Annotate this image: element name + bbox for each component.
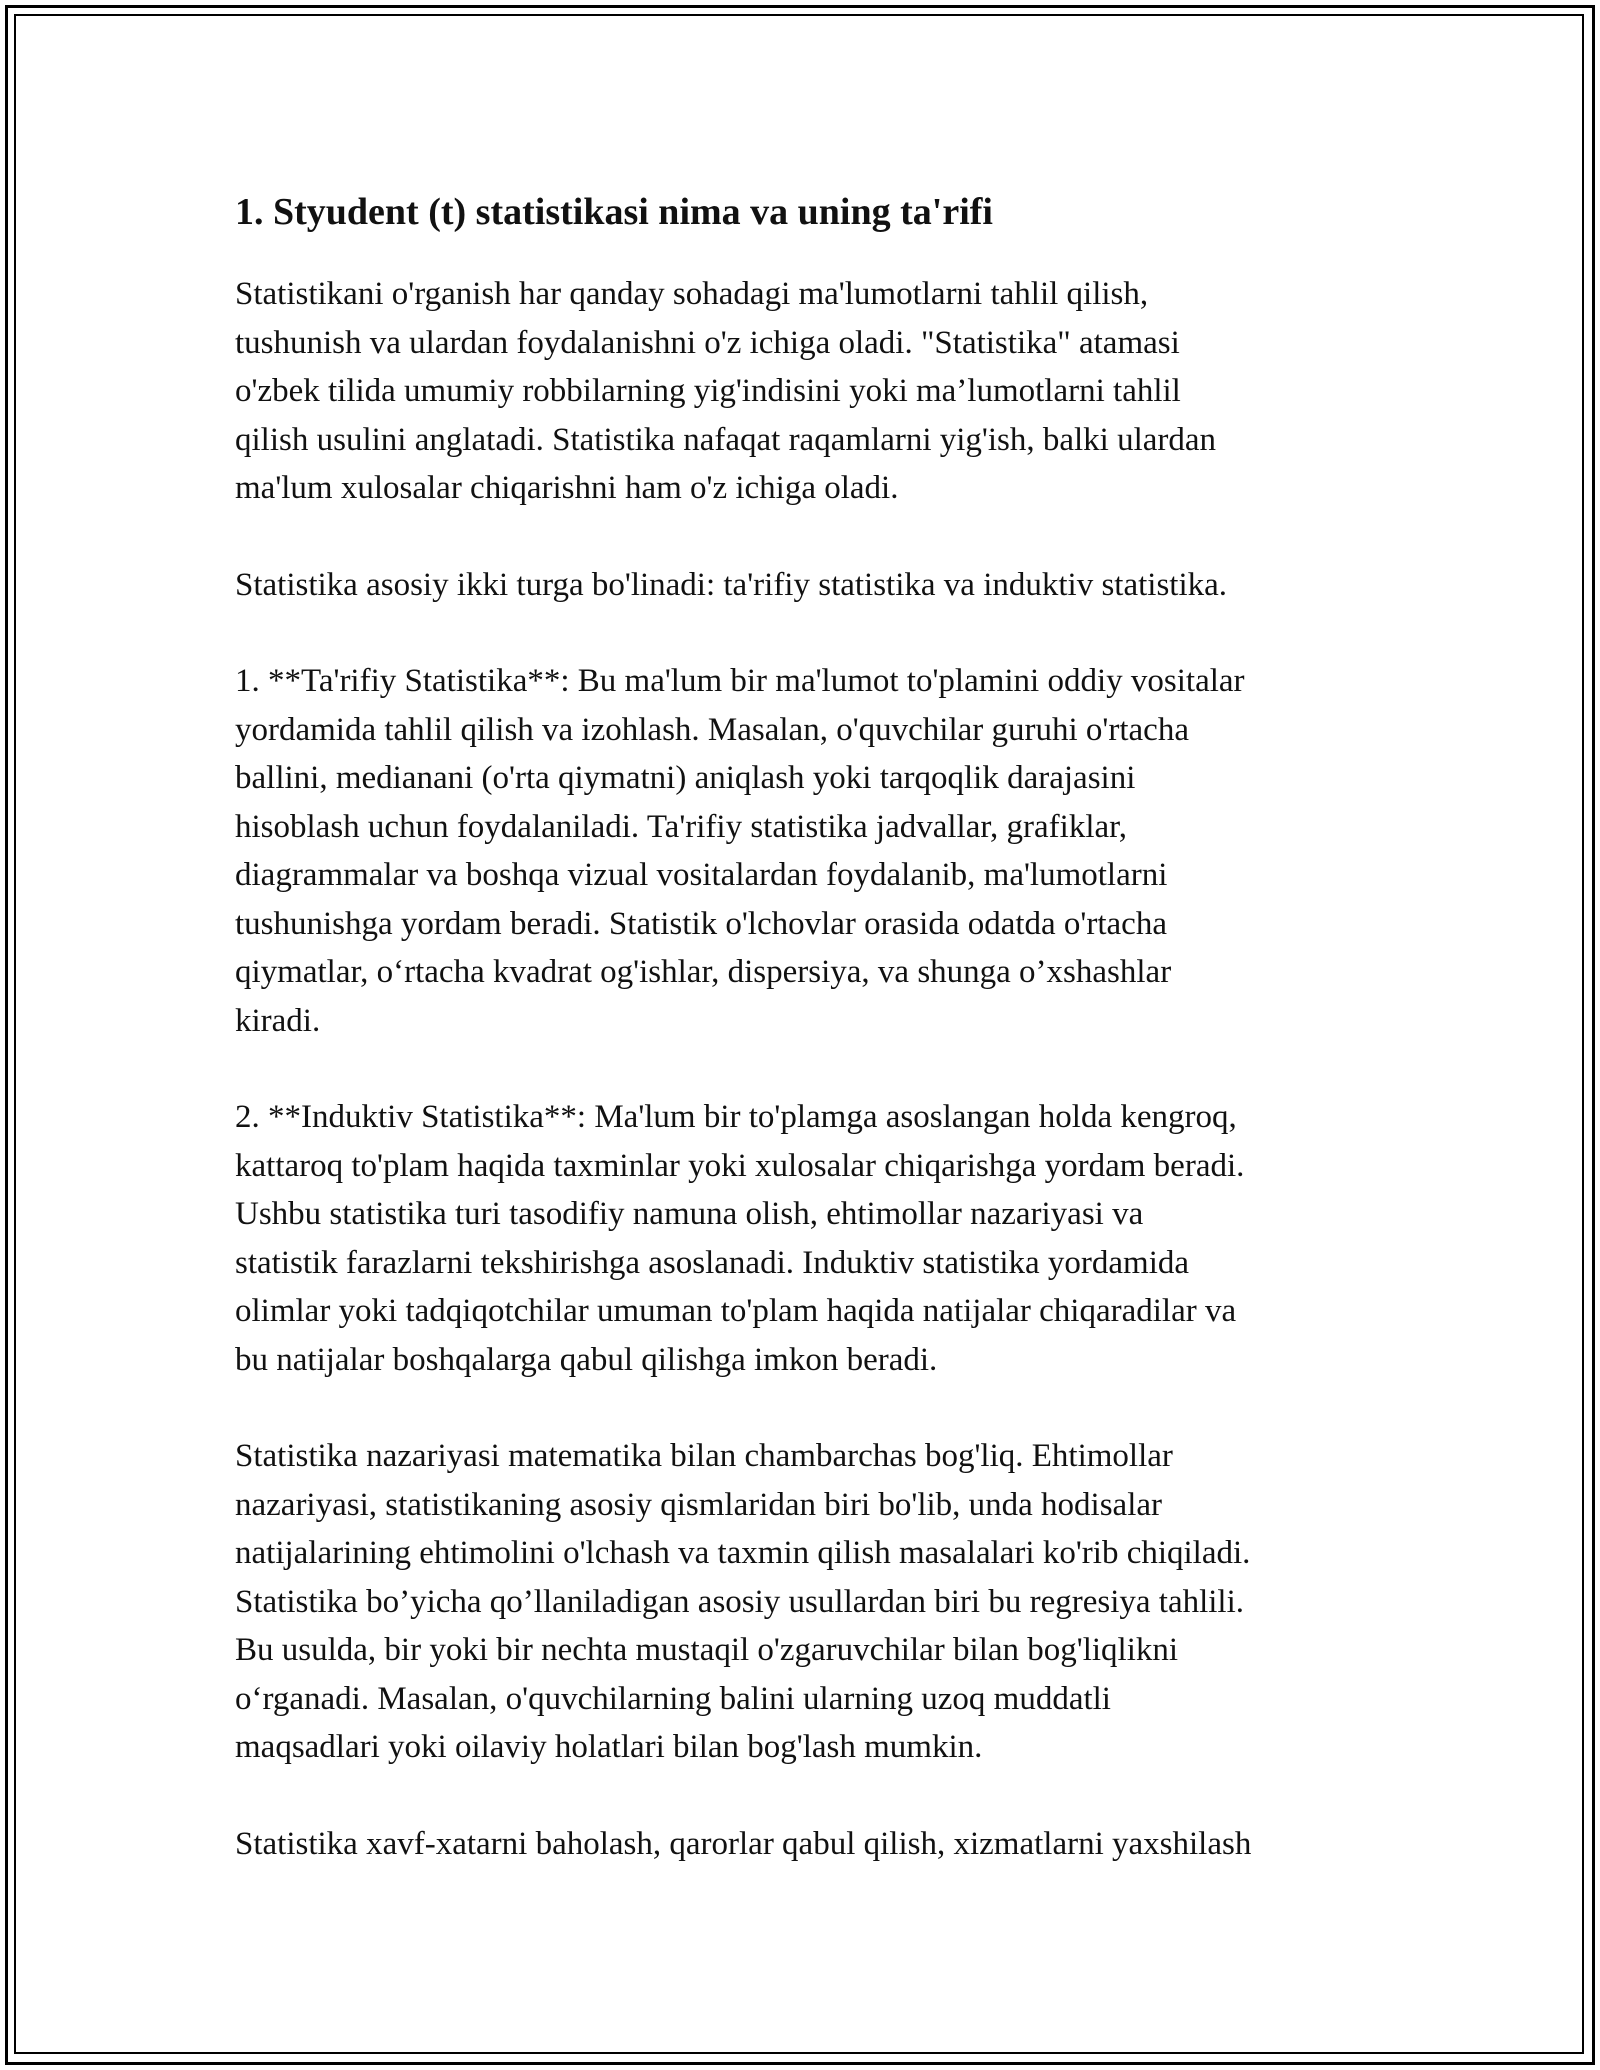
paragraph-descriptive-statistics: 1. **Ta'rifiy Statistika**: Bu ma'lum bir ma'lumot to'plamini oddiy vositalar yordamida tahlil qilish va izohlash. Masalan, o'quvchilar guruhi o'rtacha ballini, medianani (o'rta qiymatni) aniqlash yoki tarqoqlik darajasini hisoblash uchun foydalaniladi. Ta'rifiy statistika jadvallar, grafiklar, diagrammalar va boshqa vizual vositalardan foydalanib, ma'lumotlarni tushunishga yordam beradi. Statistik o'lchovlar orasida odatda o'rtacha qiymatlar, o‘rtacha kvadrat og'ishlar, dispersiya, va shunga o’xshashlar kiradi. — [235, 663, 1245, 1039]
paragraph-types: Statistika asosiy ikki turga bo'linadi: ta'rifiy statistika va induktiv statistika. — [235, 566, 1228, 603]
paragraph-intro: Statistikani o'rganish har qanday sohadagi ma'lumotlarni tahlil qilish, tushunish va ulardan foydalanishni o'z ichiga oladi. "Statistika" atamasi o'zbek tilida umumiy robbilarning yig'indisini yoki ma’lumotlarni tahlil qilish usulini anglatadi. Statistika nafaqat raqamlarni yig'ish, balki ulardan ma'lum xulosalar chiqarishni ham o'z ichiga oladi. — [235, 276, 1217, 506]
document-title: 1. Styudent (t) statistikasi nima va uning ta'rifi — [235, 191, 993, 233]
document-body — [235, 188, 1385, 1916]
paragraph-inductive-statistics: 2. **Induktiv Statistika**: Ma'lum bir to'plamga asoslangan holda kengroq, kattaroq to'plam haqida taxminlar yoki xulosalar chiqarishga yordam beradi. Ushbu statistika turi tasodifiy namuna olish, ehtimollar nazariyasi va statistik farazlarni tekshirishga asoslanadi. Induktiv statistika yordamida olimlar yoki tadqiqotchilar umuman to'plam haqida natijalar chiqaradilar va bu natijalar boshqalarga qabul qilishga imkon beradi. — [235, 1099, 1245, 1378]
paragraph-applications: Statistika xavf-xatarni baholash, qarorlar qabul qilish, xizmatlarni yaxshilash — [235, 1825, 1252, 1862]
paragraph-theory: Statistika nazariyasi matematika bilan chambarchas bog'liq. Ehtimollar nazariyasi, statistikaning asosiy qismlaridan biri bo'lib, unda hodisalar natijalarining ehtimolini o'lchash va taxmin qilish masalalari ko'rib chiqiladi. Statistika bo’yicha qo’llaniladigan asosiy usullardan biri bu regresiya tahlili. Bu usulda, bir yoki bir nechta mustaqil o'zgaruvchilar bilan bog'liqlikni o‘rganadi. Masalan, o'quvchilarning balini ularning uzoq muddatli maqsadlari yoki oilaviy holatlari bilan bog'lash mumkin. — [235, 1438, 1251, 1765]
